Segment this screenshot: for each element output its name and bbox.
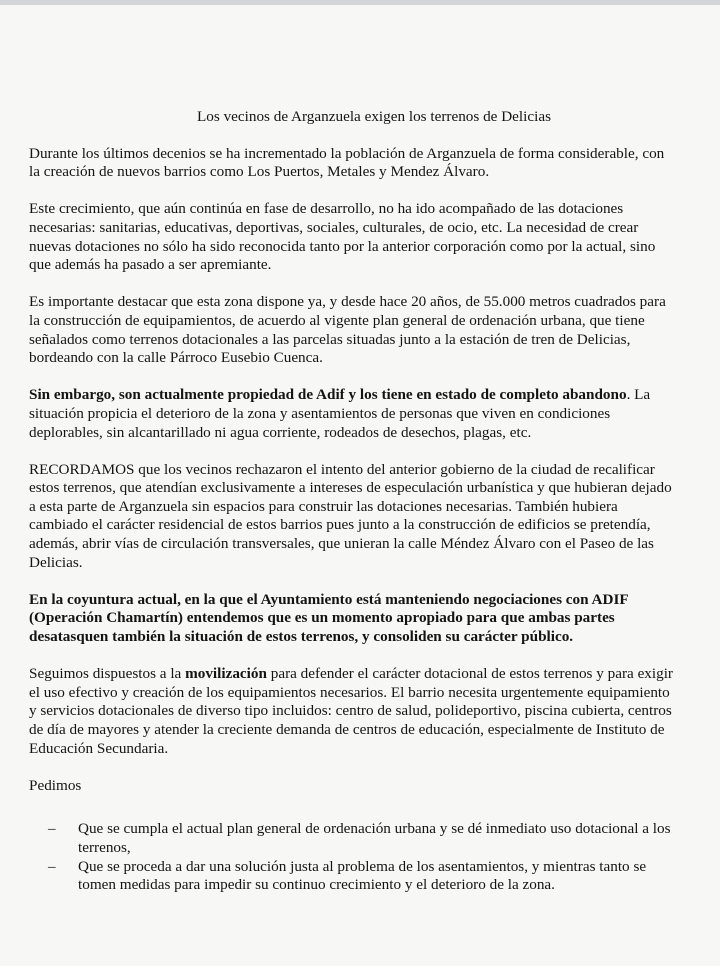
paragraph-growth: Este crecimiento, que aún continúa en fase de desarrollo, no ha ido acompañado de las dotaciones necesarias: sanitarias, educativas, deportivas, sociales, culturales, de ocio, etc. La necesidad de crear nuevas dotaciones no sólo ha sido reconocida tanto por la anterior corporación como por la actual, sino que además ha pasado a ser apremiante. [29,200,656,274]
paragraph-coyuntura: En la coyuntura actual, en la que el Ayuntamiento está manteniendo negociaciones con ADIF (Operación Chamartín) entendemos que es un momento apropiado para que ambas partes desatasquen también la situación de estos terrenos, y consoliden su carácter público. [29,590,629,646]
demand-text: Que se cumpla el actual plan general de ordenación urbana y se dé inmediato uso dotacional a los terrenos, [78,820,671,856]
list-item [29,820,679,857]
adif-rest-text: . La situación propicia el deterioro de la zona y asentamientos de personas que viven en condiciones deplorables, sin alcantarillado ni agua corriente, rodeados de desechos, plagas, etc. [29,386,651,441]
demands-list [29,820,679,894]
list-item [29,858,679,895]
movilizacion-bold: movilización [185,665,267,683]
paragraph-recordamos: RECORDAMOS que los vecinos rechazaron el intento del anterior gobierno de la ciudad de recalificar estos terrenos, que atendían exclusivamente a intereses de especulación urbanística y que hubieran dejado a esta parte de Arganzuela sin espacios para construir las dotaciones necesarias. También hubiera cambiado el carácter residencial de estos barrios pues junto a la construcción de edificios se pretendía, además, abrir vías de circulación transversales, que unieran la calle Méndez Álvaro con el Paseo de las Delicias. [29,460,672,571]
paragraph-movilizacion [29,665,679,758]
demand-text: Que se proceda a dar una solución justa al problema de los asentamientos, y mientras tanto se tomen medidas para impedir su continuo crecimiento y el deterioro de la zona. [78,857,647,894]
document-page [29,108,679,895]
paragraph-land: Es importante destacar que esta zona dispone ya, y desde hace 20 años, de 55.000 metros cuadrados para la construcción de equipamientos, de acuerdo al vigente plan general de ordenación urbana, que tiene señalados como terrenos dotacionales a las parcelas situadas junto a la estación de tren de Delicias, bordeando con la calle Párroco Eusebio Cuenca. [29,293,666,367]
paragraph-population: Durante los últimos decenios se ha incrementado la población de Arganzuela de forma considerable, con la creación de nuevos barrios como Los Puertos, Metales y Mendez Álvaro. [29,144,665,181]
dash-icon: – [48,857,56,875]
movilizacion-start: Seguimos dispuestos a la [29,665,186,683]
dash-icon: – [48,820,56,838]
top-border [0,0,720,5]
document-title: Los vecinos de Arganzuela exigen los terrenos de Delicias [197,108,551,125]
pedimos-heading: Pedimos [29,776,82,794]
adif-bold-statement: Sin embargo, son actualmente propiedad de Adif y los tiene en estado de completo abandono [29,386,627,404]
movilizacion-rest: para defender el carácter dotacional de estos terrenos y para exigir el uso efectivo y creación de los equipamientos necesarios. El barrio necesita urgentemente equipamiento y servicios dotacionales de diverso tipo incluidos: centro de salud, polideportivo, piscina cubierta, centros de día de mayores y atender la creciente demanda de centros de educación, especialmente de Instituto de Educación Secundaria. [29,665,673,757]
paragraph-adif [29,386,679,442]
